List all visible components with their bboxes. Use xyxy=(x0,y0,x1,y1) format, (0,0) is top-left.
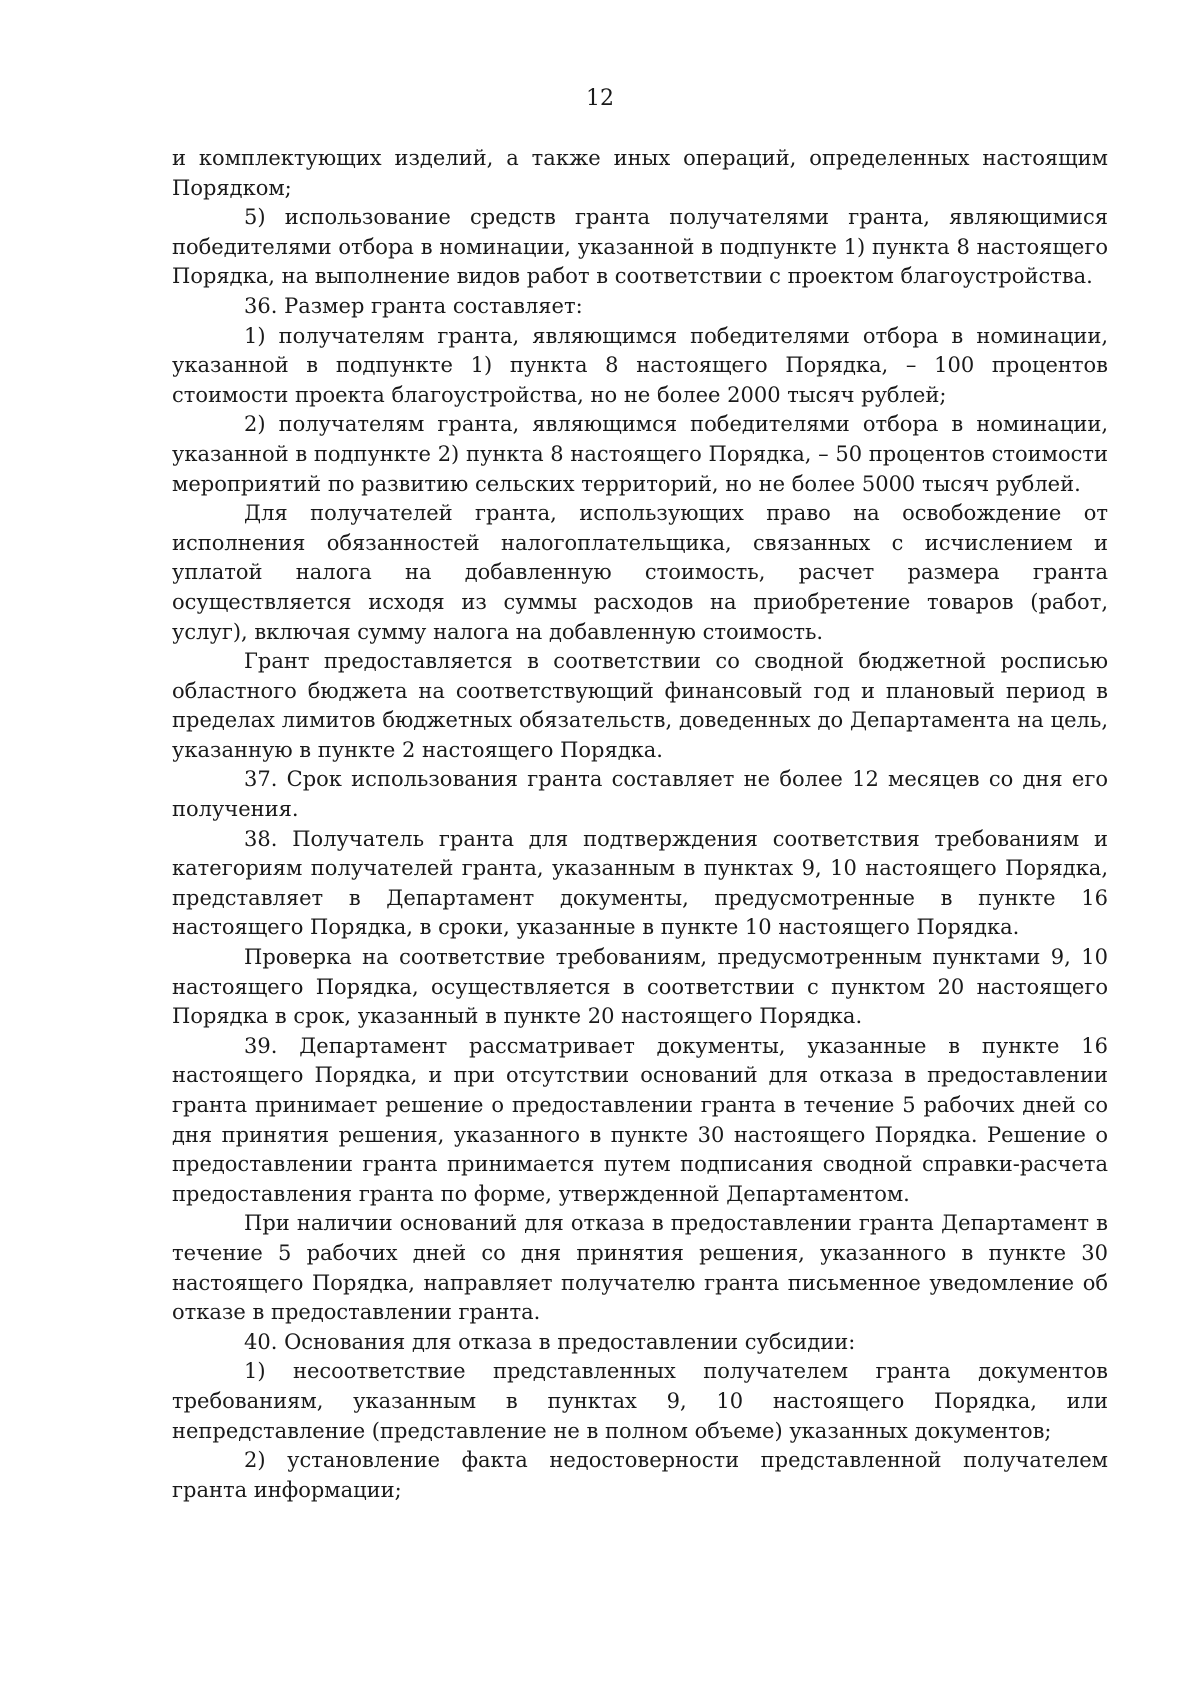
paragraph: 2) установление факта недостоверности представленной получателем гранта информации; xyxy=(172,1448,1108,1502)
paragraph: Проверка на соответствие требованиям, предусмотренным пунктами 9, 10 настоящего Порядка, осуществляется в соответствии с пунктом 20 настоящего Порядка в срок, указанный в пункте 20 настоящего Порядка. xyxy=(172,945,1108,1029)
paragraph: Грант предоставляется в соответствии со сводной бюджетной росписью областного бюджета на соответствующий финансовый год и плановый период в пределах лимитов бюджетных обязательств, доведенных до Департамента на цель, указанную в пункте 2 настоящего Порядка. xyxy=(172,649,1108,762)
paragraph: Для получателей гранта, использующих право на освобождение от исполнения обязанностей налогоплательщика, связанных с исчислением и уплатой налога на добавленную стоимость, расчет размера гранта осуществляется исходя из суммы расходов на приобретение товаров (работ, услуг), включая сумму налога на добавленную стоимость. xyxy=(172,501,1108,644)
paragraph: 37. Срок использования гранта составляет не более 12 месяцев со дня его получения. xyxy=(172,767,1108,822)
document-body xyxy=(172,144,1108,1505)
paragraph: При наличии оснований для отказа в предоставлении гранта Департамент в течение 5 рабочих дней со дня принятия решения, указанного в пункте 30 настоящего Порядка, направляет получателю гранта письменное уведомление об отказе в предоставлении гранта. xyxy=(172,1211,1108,1325)
page-number: 12 xyxy=(586,86,614,111)
paragraph: 40. Основания для отказа в предоставлении субсидии: xyxy=(244,1329,856,1354)
paragraph: 39. Департамент рассматривает документы, указанные в пункте 16 настоящего Порядка, и при отсутствии оснований для отказа в предоставлении гранта принимает решение о предоставлении гранта в течение 5 рабочих дней со дня принятия решения, указанного в пункте 30 настоящего Порядка. Решение о предоставлении гранта принимается путем подписания сводной справки-расчета предоставления гранта по форме, утвержденной Департаментом. xyxy=(172,1033,1108,1206)
paragraph: 1) получателям гранта, являющимся победителями отбора в номинации, указанной в подпункте 1) пункта 8 настоящего Порядка, – 100 процентов стоимости проекта благоустройства, но не более 2000 тысяч рублей; xyxy=(172,323,1108,407)
paragraph: 38. Получатель гранта для подтверждения соответствия требованиям и категориям получателей гранта, указанным в пунктах 9, 10 настоящего Порядка, представляет в Департамент документы, предусмотренные в пункте 16 настоящего Порядка, в сроки, указанные в пункте 10 настоящего Порядка. xyxy=(172,826,1108,940)
paragraph: 5) использование средств гранта получателями гранта, являющимися победителями отбора в номинации, указанной в подпункте 1) пункта 8 настоящего Порядка, на выполнение видов работ в соответствии с проектом благоустройства. xyxy=(172,205,1108,289)
paragraph: 2) получателям гранта, являющимся победителями отбора в номинации, указанной в подпункте 2) пункта 8 настоящего Порядка, – 50 процентов стоимости мероприятий по развитию сельских территорий, но не более 5000 тысяч рублей. xyxy=(172,412,1108,496)
paragraph: и комплектующих изделий, а также иных операций, определенных настоящим Порядком; xyxy=(172,146,1108,200)
paragraph: 36. Размер гранта составляет: xyxy=(244,293,583,318)
paragraph: 1) несоответствие представленных получателем гранта документов требованиям, указанным в пунктах 9, 10 настоящего Порядка, или непредставление (представление не в полном объеме) указанных документов; xyxy=(172,1359,1108,1443)
